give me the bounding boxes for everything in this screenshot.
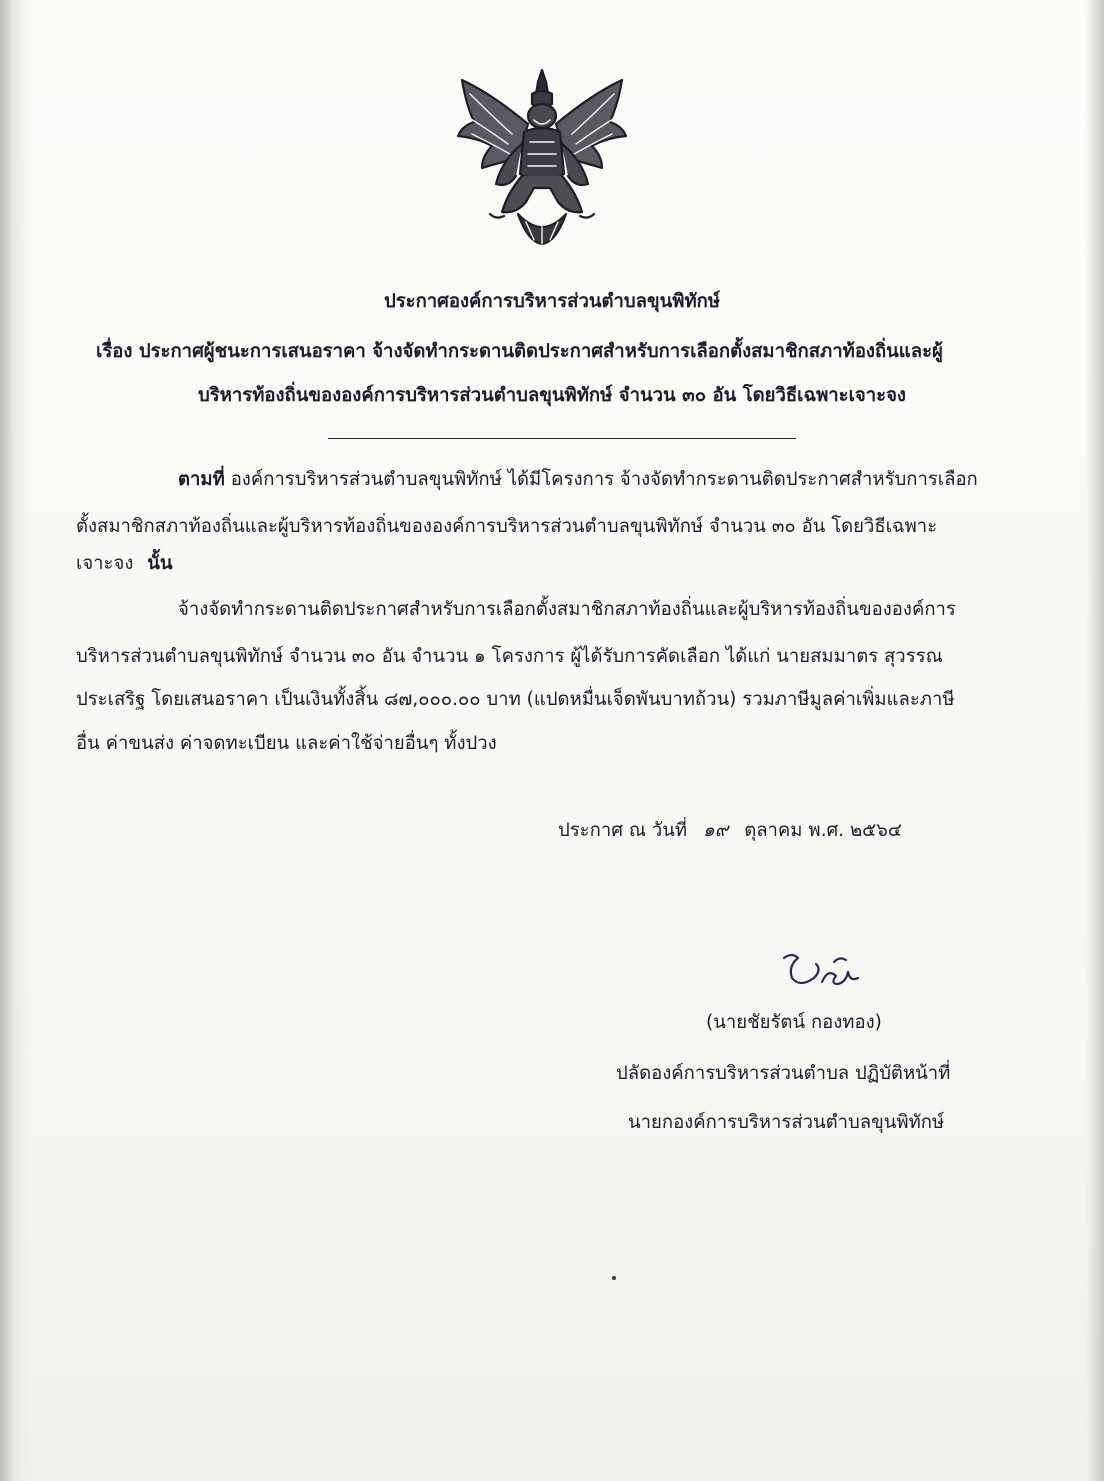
announcement-title: ประกาศองค์การบริหารส่วนตำบลขุนพิทักษ์ [383,291,721,312]
para1-text-3: เจาะจง [76,553,134,574]
dateline-day: ๑๙ [703,820,729,841]
garuda-emblem-icon [452,64,632,248]
signatory-position-1: ปลัดองค์การบริหารส่วนตำบล ปฏิบัติหน้าที่ [616,1063,951,1084]
signatory-position-2: นายกองค์การบริหารส่วนตำบลขุนพิทักษ์ [628,1112,945,1133]
para2-line-2: บริหารส่วนตำบลขุนพิทักษ์ จำนวน ๓๐ อัน จำนวน ๑ โครงการ ผู้ได้รับการคัดเลือก ได้แก่ นายสมมาตร สุวรรณ [76,646,943,667]
subject-line-2: บริหารท้องถิ่นขององค์การบริหารส่วนตำบลขุนพิทักษ์ จำนวน ๓๐ อัน โดยวิธีเฉพาะเจาะจง [198,385,906,406]
para2-line-3: ประเสริฐ โดยเสนอราคา เป็นเงินทั้งสิ้น ๘๗,๐๐๐.๐๐ บาท (แปดหมื่นเจ็ดพันบาทถ้วน) รวมภาษีมูลค่าเพิ่มและภาษี [76,689,955,710]
para2-line-1: จ้างจัดทำกระดานติดประกาศสำหรับการเลือกตั้งสมาชิกสภาท้องถิ่นและผู้บริหารท้องถิ่นขององค์การ [178,599,956,620]
dateline-month-year: ตุลาคม พ.ศ. ๒๕๖๔ [744,820,902,841]
dateline [558,818,902,844]
para1-lead: ตามที่ [178,469,225,490]
dateline-prefix: ประกาศ ณ วันที่ [558,820,688,841]
scan-speck [612,1276,616,1280]
para1-line-1 [178,467,978,493]
subject-text-1: ประกาศผู้ชนะการเสนอราคา จ้างจัดทำกระดานติดประกาศสำหรับการเลือกตั้งสมาชิกสภาท้องถิ่นและผู้ [138,341,943,362]
handwritten-signature-icon [770,948,870,996]
subject-label: เรื่อง [96,341,133,362]
signatory-name: (นายชัยรัตน์ กองทอง) [706,1012,882,1033]
para2-line-4: อื่น ค่าขนส่ง ค่าจดทะเบียน และค่าใช้จ่ายอื่นๆ ทั้งปวง [76,733,497,754]
scan-shadow-right [1086,0,1104,1481]
para1-line-3 [76,551,173,577]
heading-divider [328,438,796,439]
subject-line-1 [96,339,943,365]
scan-shadow-left [0,0,30,1481]
para1-end: นั้น [147,553,173,574]
para1-line-2: ตั้งสมาชิกสภาท้องถิ่นและผู้บริหารท้องถิ่นขององค์การบริหารส่วนตำบลขุนพิทักษ์ จำนวน ๓๐ อัน โดยวิธีเฉพาะ [76,516,938,537]
para1-text-1: องค์การบริหารส่วนตำบลขุนพิทักษ์ ได้มีโครงการ จ้างจัดทำกระดานติดประกาศสำหรับการเลือก [230,469,978,490]
